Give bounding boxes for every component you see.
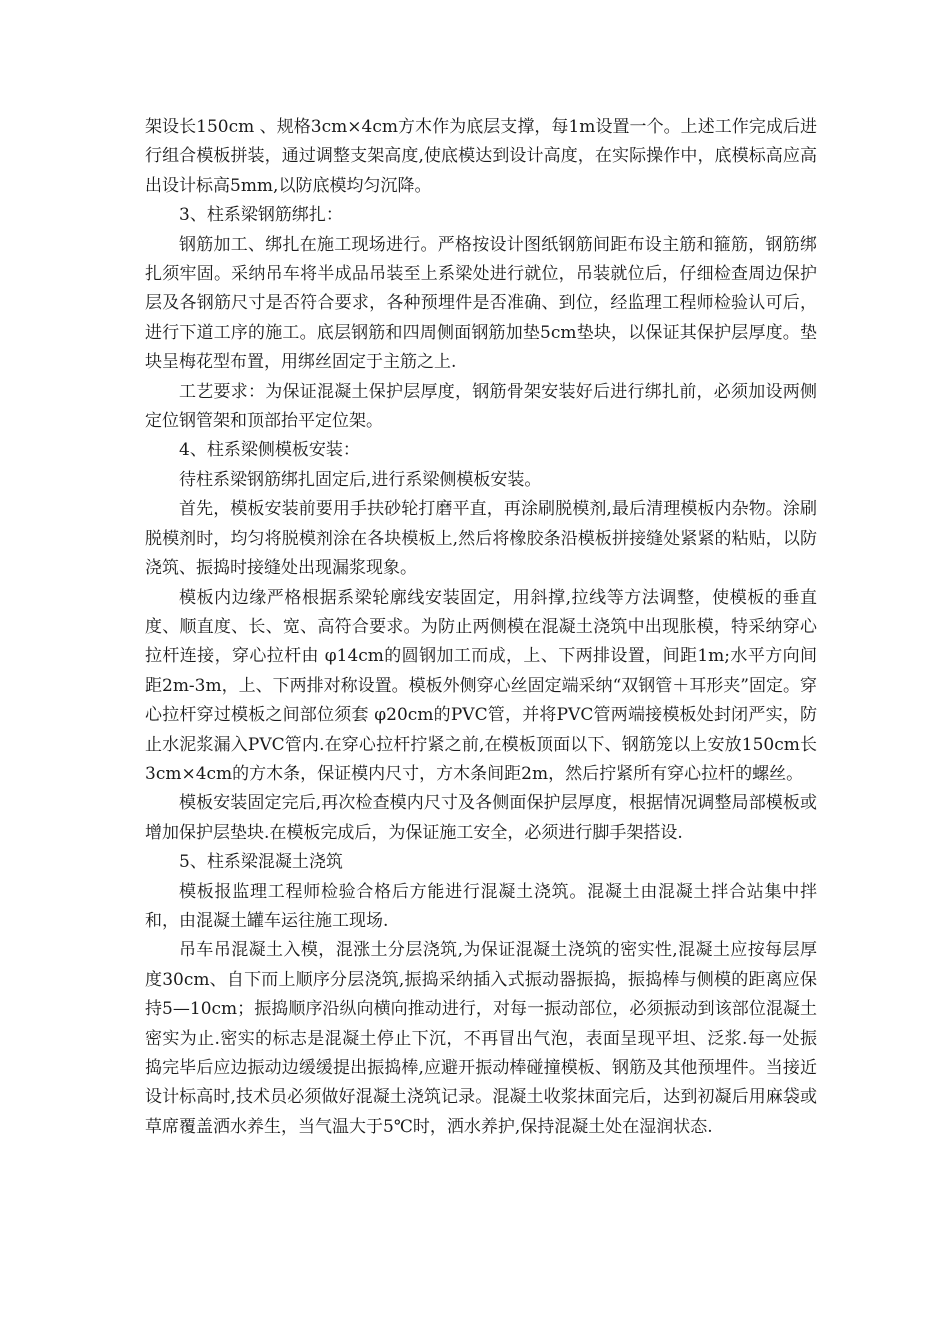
paragraph-intro: 架设长150cm 、规格3cm×4cm方木作为底层支撑，每1m设置一个。上述工作完成后进行组合模板拼装，通过调整支架高度,使底模达到设计高度，在实际操作中，底模标高应高出设计标高5mm,以防底模均匀沉降。 bbox=[145, 117, 817, 196]
paragraph-process-requirement: 工艺要求：为保证混凝土保护层厚度，钢筋骨架安装好后进行绑扎前，必须加设两侧定位钢管架和顶部抬平定位架。 bbox=[145, 381, 817, 432]
document-page bbox=[145, 113, 817, 1142]
paragraph-formwork-prep: 首先，模板安装前要用手扶砂轮打磨平直，再涂刷脱模剂,最后清理模板内杂物。涂刷脱模剂时，均匀将脱模剂涂在各块模板上,然后将橡胶条沿模板拼接缝处紧紧的粘贴，以防浇筑、振捣时接缝处出现漏浆现象。 bbox=[145, 499, 817, 579]
paragraph-formwork-check: 模板安装固定完后,再次检查模内尺寸及各侧面保护层厚度，根据情况调整局部模板或增加保护层垫块.在模板完成后，为保证施工安全，必须进行脚手架搭设. bbox=[145, 793, 817, 843]
paragraph-formwork-intro: 待柱系梁钢筋绑扎固定后,进行系梁侧模板安装。 bbox=[179, 469, 542, 490]
section-heading-rebar: 3、柱系梁钢筋绑扎： bbox=[179, 205, 343, 226]
paragraph-rebar: 钢筋加工、绑扎在施工现场进行。严格按设计图纸钢筋间距布设主筋和箍筋，钢筋绑扎须牢固。采纳吊车将半成品吊装至上系梁处进行就位，吊装就位后，仔细检查周边保护层及各钢筋尺寸是否符合要求，各种预埋件是否准确、到位，经监理工程师检验认可后，进行下道工序的施工。底层钢筋和四周侧面钢筋加垫5cm垫块，以保证其保护层厚度。垫块呈梅花型布置，用绑丝固定于主筋之上. bbox=[145, 234, 817, 373]
paragraph-formwork-fixing: 模板内边缘严格根据系梁轮廓线安装固定，用斜撑,拉线等方法调整，使模板的垂直度、顺直度、长、宽、高符合要求。为防止两侧模在混凝土浇筑中出现胀模，特采纳穿心拉杆连接，穿心拉杆由 φ14cm的圆钢加工而成，上、下两排设置，间距1m;水平方向间距2m-3m，上、下两排对称设置。模板外侧穿心丝固定端采纳“双钢管＋耳形夹”固定。穿心拉杆穿过模板之间部位须套 φ20cm的PVC管，并将PVC管两端接模板处封闭严实，防止水泥浆漏入PVC管内.在穿心拉杆拧紧之前,在模板顶面以下、钢筋笼以上安放150cm长3cm×4cm的方木条，保证模内尺寸，方木条间距2m，然后拧紧所有穿心拉杆的螺丝。 bbox=[145, 587, 817, 784]
paragraph-concrete-pouring: 吊车吊混凝土入模，混涨土分层浇筑,为保证混凝土浇筑的密实性,混凝土应按每层厚度30cm、自下而上顺序分层浇筑,振捣采纳插入式振动器振捣，振捣棒与侧模的距离应保持5—10cm；振捣顺序沿纵向横向推动进行，对每一振动部位，必须振动到该部位混凝土密实为止.密实的标志是混凝土停止下沉，不再冒出气泡，表面呈现平坦、泛浆.每一处振捣完毕后应边振动边缓缓提出振捣棒,应避开振动棒碰撞模板、钢筋及其他预埋件。当接近设计标高时,技术员必须做好混凝土浇筑记录。混凝土收浆抹面完后，达到初凝后用麻袋或草席覆盖洒水养生，当气温大于5℃时，洒水养护,保持混凝土处在湿润状态. bbox=[145, 940, 817, 1137]
section-heading-formwork: 4、柱系梁侧模板安装： bbox=[179, 440, 360, 461]
section-heading-concrete: 5、柱系梁混凝土浇筑 bbox=[179, 852, 343, 873]
paragraph-concrete-mixing: 模板报监理工程师检验合格后方能进行混凝土浇筑。混凝土由混凝土拌合站集中拌和，由混凝土罐车运往施工现场. bbox=[145, 881, 817, 931]
